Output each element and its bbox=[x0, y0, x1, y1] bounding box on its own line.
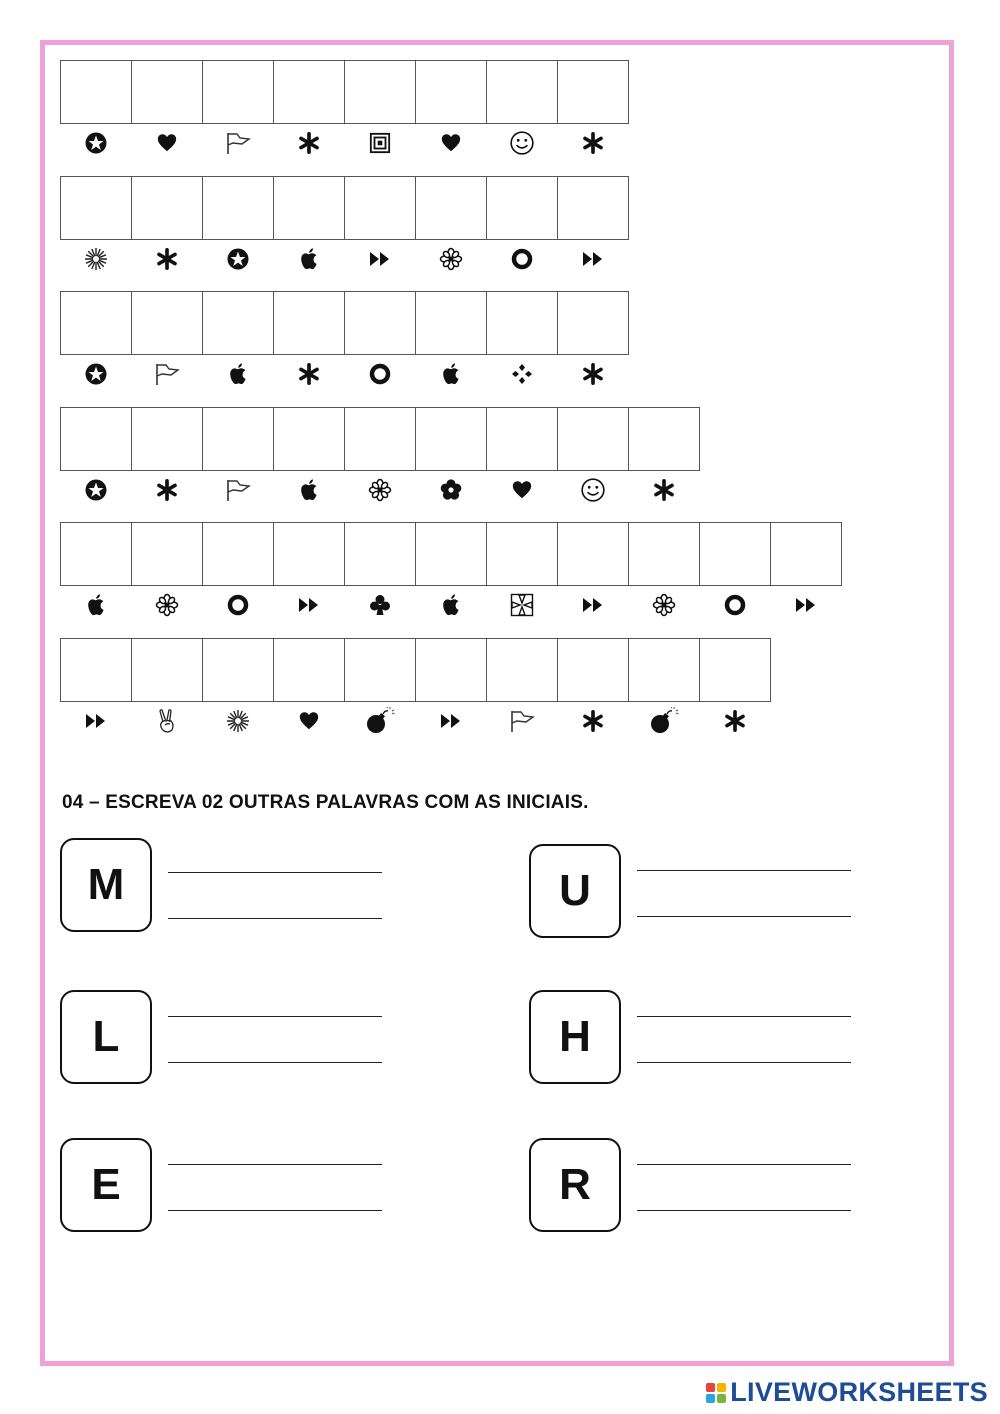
ring-icon bbox=[699, 590, 770, 620]
answer-cell[interactable] bbox=[557, 60, 629, 124]
answer-cell[interactable] bbox=[202, 522, 274, 586]
answer-line[interactable] bbox=[637, 870, 851, 871]
symbol-row bbox=[60, 128, 628, 158]
answer-cell[interactable] bbox=[557, 407, 629, 471]
fast-forward-icon bbox=[344, 244, 415, 274]
answer-cell[interactable] bbox=[415, 60, 487, 124]
circled-star-icon bbox=[60, 128, 131, 158]
answer-cell[interactable] bbox=[60, 176, 132, 240]
flower-icon bbox=[415, 475, 486, 505]
initial-letter-box: R bbox=[529, 1138, 621, 1232]
flag-icon bbox=[202, 128, 273, 158]
flag-icon bbox=[131, 359, 202, 389]
answer-cell[interactable] bbox=[557, 176, 629, 240]
answer-cell[interactable] bbox=[770, 522, 842, 586]
answer-cell[interactable] bbox=[202, 176, 274, 240]
exercise-heading: 04 – ESCREVA 02 OUTRAS PALAVRAS COM AS INICIAIS. bbox=[62, 792, 589, 813]
asterisk-icon bbox=[273, 359, 344, 389]
asterisk-icon bbox=[557, 706, 628, 736]
answer-line[interactable] bbox=[637, 916, 851, 917]
answer-cell[interactable] bbox=[486, 291, 558, 355]
asterisk-icon bbox=[699, 706, 770, 736]
circled-star-icon bbox=[202, 244, 273, 274]
answer-cell[interactable] bbox=[60, 407, 132, 471]
answer-cell[interactable] bbox=[415, 176, 487, 240]
asterisk-icon bbox=[557, 359, 628, 389]
answer-cells bbox=[60, 176, 628, 240]
answer-cell[interactable] bbox=[273, 522, 345, 586]
cipher-row bbox=[60, 176, 628, 274]
answer-cells bbox=[60, 638, 770, 702]
answer-line[interactable] bbox=[168, 1016, 382, 1017]
cipher-row bbox=[60, 60, 628, 158]
diamond-cross-icon bbox=[486, 359, 557, 389]
answer-cell[interactable] bbox=[699, 638, 771, 702]
answer-cell[interactable] bbox=[628, 522, 700, 586]
answer-cell[interactable] bbox=[131, 638, 203, 702]
cipher-row bbox=[60, 291, 628, 389]
answer-cells bbox=[60, 60, 628, 124]
answer-cells bbox=[60, 291, 628, 355]
answer-line[interactable] bbox=[637, 1210, 851, 1211]
answer-cell[interactable] bbox=[344, 407, 416, 471]
floral-asterisk-icon bbox=[628, 590, 699, 620]
answer-cell[interactable] bbox=[60, 638, 132, 702]
brand-name: LIVEWORKSHEETS bbox=[730, 1377, 988, 1407]
answer-cell[interactable] bbox=[202, 60, 274, 124]
cipher-row bbox=[60, 522, 841, 620]
cipher-row bbox=[60, 638, 770, 736]
answer-line[interactable] bbox=[168, 872, 382, 873]
fast-forward-icon bbox=[273, 590, 344, 620]
fast-forward-icon bbox=[60, 706, 131, 736]
answer-cell[interactable] bbox=[628, 638, 700, 702]
answer-line[interactable] bbox=[637, 1016, 851, 1017]
circled-star-icon bbox=[60, 359, 131, 389]
apple-icon bbox=[202, 359, 273, 389]
initial-letter-box: U bbox=[529, 844, 621, 938]
asterisk-icon bbox=[628, 475, 699, 505]
fast-forward-icon bbox=[557, 590, 628, 620]
bomb-icon bbox=[628, 706, 699, 736]
asterisk-icon bbox=[557, 128, 628, 158]
answer-cell[interactable] bbox=[202, 638, 274, 702]
heart-icon bbox=[486, 475, 557, 505]
answer-cell[interactable] bbox=[699, 522, 771, 586]
answer-cell[interactable] bbox=[557, 291, 629, 355]
apple-icon bbox=[415, 590, 486, 620]
asterisk-icon bbox=[273, 128, 344, 158]
answer-cell[interactable] bbox=[486, 176, 558, 240]
answer-cell[interactable] bbox=[486, 638, 558, 702]
answer-cell[interactable] bbox=[131, 291, 203, 355]
victory-hand-icon bbox=[131, 706, 202, 736]
square-target-icon bbox=[344, 128, 415, 158]
apple-icon bbox=[60, 590, 131, 620]
answer-cell[interactable] bbox=[344, 291, 416, 355]
answer-cell[interactable] bbox=[60, 522, 132, 586]
answer-cell[interactable] bbox=[344, 522, 416, 586]
floral-asterisk-icon bbox=[131, 590, 202, 620]
initial-letter-box: E bbox=[60, 1138, 152, 1232]
answer-line[interactable] bbox=[637, 1164, 851, 1165]
answer-cell[interactable] bbox=[486, 60, 558, 124]
maltese-cross-icon bbox=[486, 590, 557, 620]
asterisk-icon bbox=[131, 244, 202, 274]
answer-cell[interactable] bbox=[344, 176, 416, 240]
answer-cell[interactable] bbox=[344, 60, 416, 124]
answer-cell[interactable] bbox=[628, 407, 700, 471]
answer-cell[interactable] bbox=[273, 407, 345, 471]
heart-icon bbox=[131, 128, 202, 158]
floral-asterisk-icon bbox=[344, 475, 415, 505]
ring-icon bbox=[486, 244, 557, 274]
answer-cell[interactable] bbox=[415, 291, 487, 355]
answer-cell[interactable] bbox=[202, 291, 274, 355]
answer-cell[interactable] bbox=[557, 522, 629, 586]
answer-line[interactable] bbox=[637, 1062, 851, 1063]
ring-icon bbox=[202, 590, 273, 620]
club-icon bbox=[344, 590, 415, 620]
answer-cell[interactable] bbox=[415, 407, 487, 471]
cipher-row bbox=[60, 407, 699, 505]
symbol-row bbox=[60, 475, 699, 505]
answer-cell[interactable] bbox=[131, 407, 203, 471]
answer-line[interactable] bbox=[168, 1062, 382, 1063]
circled-star-icon bbox=[60, 475, 131, 505]
symbol-row bbox=[60, 244, 628, 274]
answer-cell[interactable] bbox=[273, 60, 345, 124]
ring-icon bbox=[344, 359, 415, 389]
answer-cell[interactable] bbox=[415, 638, 487, 702]
symbol-row bbox=[60, 706, 770, 736]
initial-letter-box: L bbox=[60, 990, 152, 1084]
flag-icon bbox=[486, 706, 557, 736]
answer-cell[interactable] bbox=[486, 407, 558, 471]
initial-letter-box: M bbox=[60, 838, 152, 932]
answer-cells bbox=[60, 522, 841, 586]
fast-forward-icon bbox=[770, 590, 841, 620]
answer-cell[interactable] bbox=[344, 638, 416, 702]
fast-forward-icon bbox=[415, 706, 486, 736]
answer-cell[interactable] bbox=[557, 638, 629, 702]
answer-cell[interactable] bbox=[273, 638, 345, 702]
apple-icon bbox=[415, 359, 486, 389]
symbol-row bbox=[60, 359, 628, 389]
answer-cell[interactable] bbox=[60, 60, 132, 124]
answer-cell[interactable] bbox=[486, 522, 558, 586]
answer-line[interactable] bbox=[168, 1210, 382, 1211]
symbol-row bbox=[60, 590, 841, 620]
heart-icon bbox=[415, 128, 486, 158]
flag-icon bbox=[202, 475, 273, 505]
liveworksheets-logo-icon bbox=[706, 1383, 726, 1403]
answer-cell[interactable] bbox=[131, 60, 203, 124]
sunburst-icon bbox=[60, 244, 131, 274]
smiley-icon bbox=[486, 128, 557, 158]
initial-letter-box: H bbox=[529, 990, 621, 1084]
answer-line[interactable] bbox=[168, 1164, 382, 1165]
answer-cell[interactable] bbox=[415, 522, 487, 586]
bomb-icon bbox=[344, 706, 415, 736]
apple-icon bbox=[273, 244, 344, 274]
answer-cell[interactable] bbox=[202, 407, 274, 471]
answer-cell[interactable] bbox=[131, 176, 203, 240]
liveworksheets-logo bbox=[706, 1377, 988, 1408]
apple-icon bbox=[273, 475, 344, 505]
answer-cell[interactable] bbox=[273, 176, 345, 240]
fast-forward-icon bbox=[557, 244, 628, 274]
heart-icon bbox=[273, 706, 344, 736]
floral-asterisk-icon bbox=[415, 244, 486, 274]
answer-cell[interactable] bbox=[273, 291, 345, 355]
sunburst-icon bbox=[202, 706, 273, 736]
answer-cells bbox=[60, 407, 699, 471]
smiley-icon bbox=[557, 475, 628, 505]
answer-cell[interactable] bbox=[60, 291, 132, 355]
asterisk-icon bbox=[131, 475, 202, 505]
answer-cell[interactable] bbox=[131, 522, 203, 586]
answer-line[interactable] bbox=[168, 918, 382, 919]
